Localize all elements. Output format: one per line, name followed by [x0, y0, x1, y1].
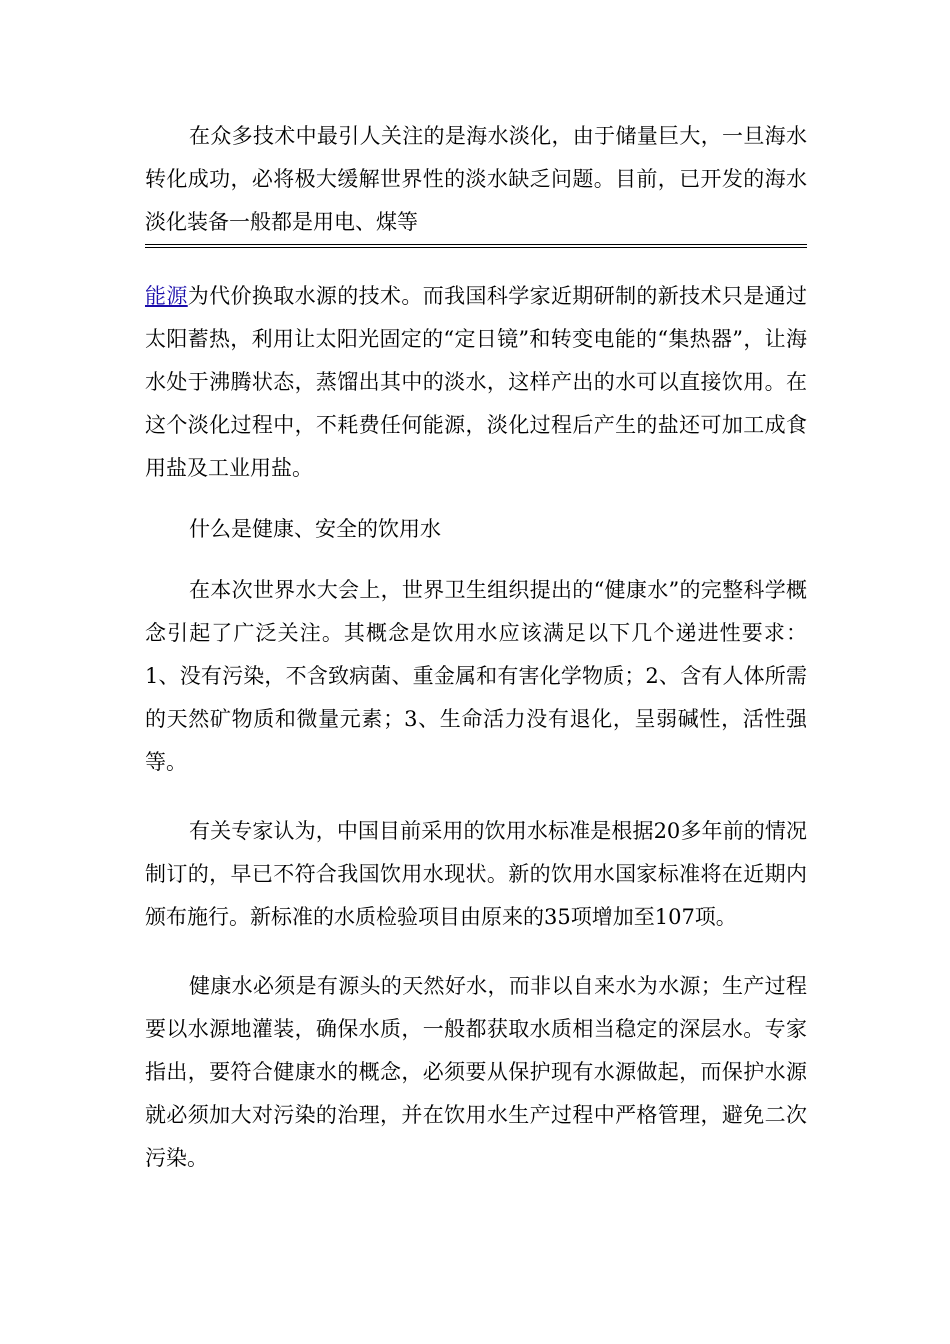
paragraph-healthy-water-concept: 在本次世界水大会上，世界卫生组织提出的“健康水”的完整科学概念引起了广泛关注。其概念是饮用水应该满足以下几个递进性要求：1、没有污染，不含致病菌、重金属和有害化学物质；2、含有人体所需的天然矿物质和微量元素；3、生命活力没有退化，呈弱碱性，活性强等。 — [145, 578, 807, 774]
document-body — [145, 115, 807, 1180]
paragraph-water-standards: 有关专家认为，中国目前采用的饮用水标准是根据20多年前的情况制订的，早已不符合我国饮用水现状。新的饮用水国家标准将在近期内颁布施行。新标准的水质检验项目由原来的35项增加至107项。 — [145, 819, 807, 929]
paragraph-solar-technology — [145, 275, 807, 490]
section-heading: 什么是健康、安全的饮用水 — [189, 517, 441, 541]
paragraph-text — [145, 115, 807, 244]
paragraph-water-source: 健康水必须是有源头的天然好水，而非以自来水为水源；生产过程要以水源地灌装，确保水质，一般都获取水质相当稳定的深层水。专家指出，要符合健康水的概念，必须要从保护现有水源做起，而保护水源就必须加大对污染的治理，并在饮用水生产过程中严格管理，避免二次污染。 — [145, 974, 807, 1170]
paragraph-text: 为代价换取水源的技术。而我国科学家近期研制的新技术只是通过太阳蓄热，利用让太阳光固定的“定日镜”和转变电能的“集热器”，让海水处于沸腾状态，蒸馏出其中的淡水，这样产出的水可以直接饮用。在这个淡化过程中，不耗费任何能源，淡化过程后产生的盐还可加工成食用盐及工业用盐。 — [145, 284, 807, 480]
energy-link[interactable]: 能源 — [145, 284, 188, 308]
underlined-text: 海水淡化装备一般都是用电、煤等 — [145, 167, 808, 234]
paragraph-text-lines: 在众多技术中最引人关注的是海水淡化，由于储量巨大，一旦海水转化成功，必将极大缓解世界性的淡水缺乏问题。目前，已开发的 — [145, 124, 807, 191]
paragraph-desalination-intro — [145, 115, 807, 248]
